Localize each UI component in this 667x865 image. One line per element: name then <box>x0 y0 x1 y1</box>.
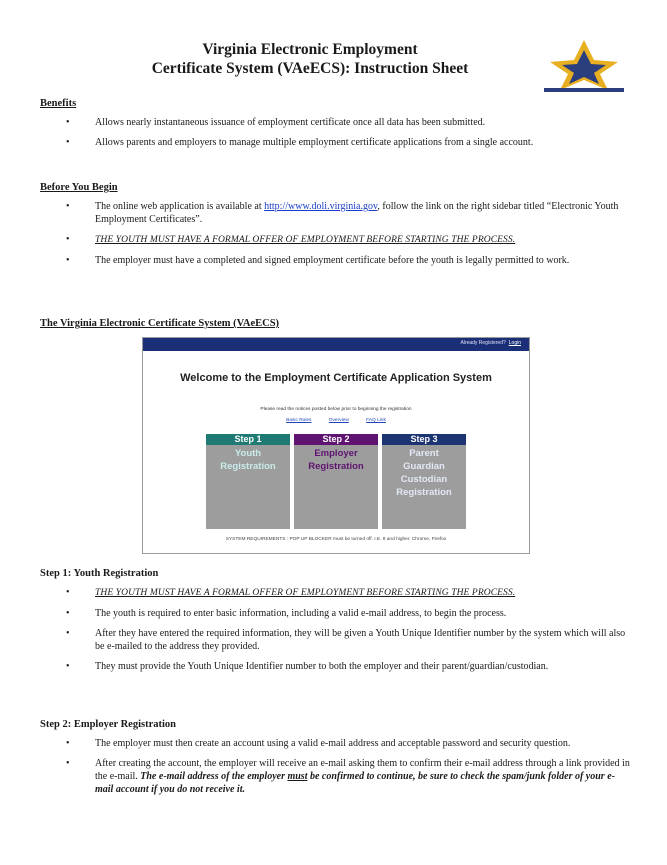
list-item: • The employer must then create an account using a valid e-mail address and acceptable password and security question. <box>40 737 630 750</box>
step-3-parent-registration[interactable] <box>382 434 466 529</box>
star-logo-icon <box>542 38 626 94</box>
step-3-line: Registration <box>396 487 452 498</box>
step-2-text: After creating the account, the employer will receive an e-mail asking them to confirm their e-mail address through a link provided in the e-mail. <box>95 758 630 782</box>
already-registered: Already Registered? Login <box>460 340 521 346</box>
welcome-title: Welcome to the Employment Certificate Application System <box>180 372 492 384</box>
title-line-2: Certificate System (VAeECS): Instruction Sheet <box>151 60 469 77</box>
list-item: • After they have entered the required information, they will be given a Youth Unique Identifier number by the system which will also be e-mailed to the address they provided. <box>40 627 630 653</box>
title-line-1: Virginia Electronic Employment <box>202 41 418 58</box>
benefits-list <box>40 116 630 156</box>
list-item: • The youth is required to enter basic information, including a valid e-mail address, to begin the process. <box>40 607 630 620</box>
before-text: , follow the link on the right sidebar titled “Electronic Youth Employment Certificates”. <box>95 201 619 225</box>
step-1-heading: Step 1: Youth Registration <box>40 568 159 579</box>
step-2-header: Step 2 <box>294 434 378 445</box>
step-3-line: Custodian <box>400 474 448 485</box>
before-text: The online web application is available at <box>95 201 265 212</box>
system-requirements: SYSTEM REQUIREMENTS : POP UP BLOCKER must be turned off. I.E. 8 and higher. Chrome, Firefox <box>225 537 447 542</box>
list-item: • The employer must have a completed and signed employment certificate before the youth is legally permitted to work. <box>40 254 630 267</box>
step-2-heading: Step 2: Employer Registration <box>40 719 177 730</box>
basic-rules-link[interactable]: Basic Rules <box>286 418 312 423</box>
benefits-heading: Benefits <box>40 98 77 109</box>
system-screenshot <box>142 337 530 554</box>
step-2-employer-registration[interactable] <box>294 434 378 529</box>
list-item <box>40 586 630 600</box>
step-2-list <box>40 737 630 803</box>
notice-links <box>143 418 529 423</box>
step-1-line: Youth <box>234 448 262 459</box>
list-item <box>40 233 630 247</box>
list-item: • They must provide the Youth Unique Identifier number to both the employer and their parent/guardian/custodian. <box>40 660 630 673</box>
list-item <box>40 757 630 796</box>
overview-link[interactable]: Overview <box>328 418 349 423</box>
step-1-list <box>40 586 630 680</box>
faq-link[interactable]: FAQ Link <box>366 418 386 423</box>
list-item: • Allows nearly instantaneous issuance of employment certificate once all data has been submitted. <box>40 116 630 129</box>
step-1-header: Step 1 <box>206 434 290 445</box>
formal-offer-warning: THE YOUTH MUST HAVE A FORMAL OFFER OF EMPLOYMENT BEFORE STARTING THE PROCESS. <box>95 235 516 245</box>
step-1-youth-registration[interactable] <box>206 434 290 529</box>
step-2-bold-text: The e-mail address of the employer <box>140 771 288 782</box>
system-heading: The Virginia Electronic Certificate System (VAeECS) <box>40 318 280 329</box>
list-item: • Allows parents and employers to manage multiple employment certificate applications from a single account. <box>40 136 630 149</box>
list-item <box>40 200 630 226</box>
step-1-line: Registration <box>220 461 276 472</box>
step-3-line: Parent <box>409 448 439 459</box>
screenshot-top-bar <box>143 338 529 351</box>
before-you-begin-heading: Before You Begin <box>40 182 118 193</box>
page-title <box>40 40 580 78</box>
step-2-bold-text: be confirmed to continue, be sure to check the spam/junk folder of your e-mail account if you do not receive it. <box>95 771 615 795</box>
login-link[interactable]: Login <box>508 340 521 346</box>
before-list <box>40 200 630 274</box>
registration-note: Please read the notices posted below prior to beginning the registration <box>260 407 412 412</box>
step-2-line: Registration <box>308 461 364 472</box>
step-2-line: Employer <box>314 448 358 459</box>
step-3-header: Step 3 <box>382 434 466 445</box>
step-2-must: must <box>287 771 308 782</box>
doli-logo <box>542 38 626 94</box>
doli-link[interactable]: http://www.doli.virginia.gov <box>264 201 378 212</box>
formal-offer-warning: THE YOUTH MUST HAVE A FORMAL OFFER OF EMPLOYMENT BEFORE STARTING THE PROCESS. <box>95 588 516 598</box>
step-3-line: Guardian <box>403 461 445 472</box>
